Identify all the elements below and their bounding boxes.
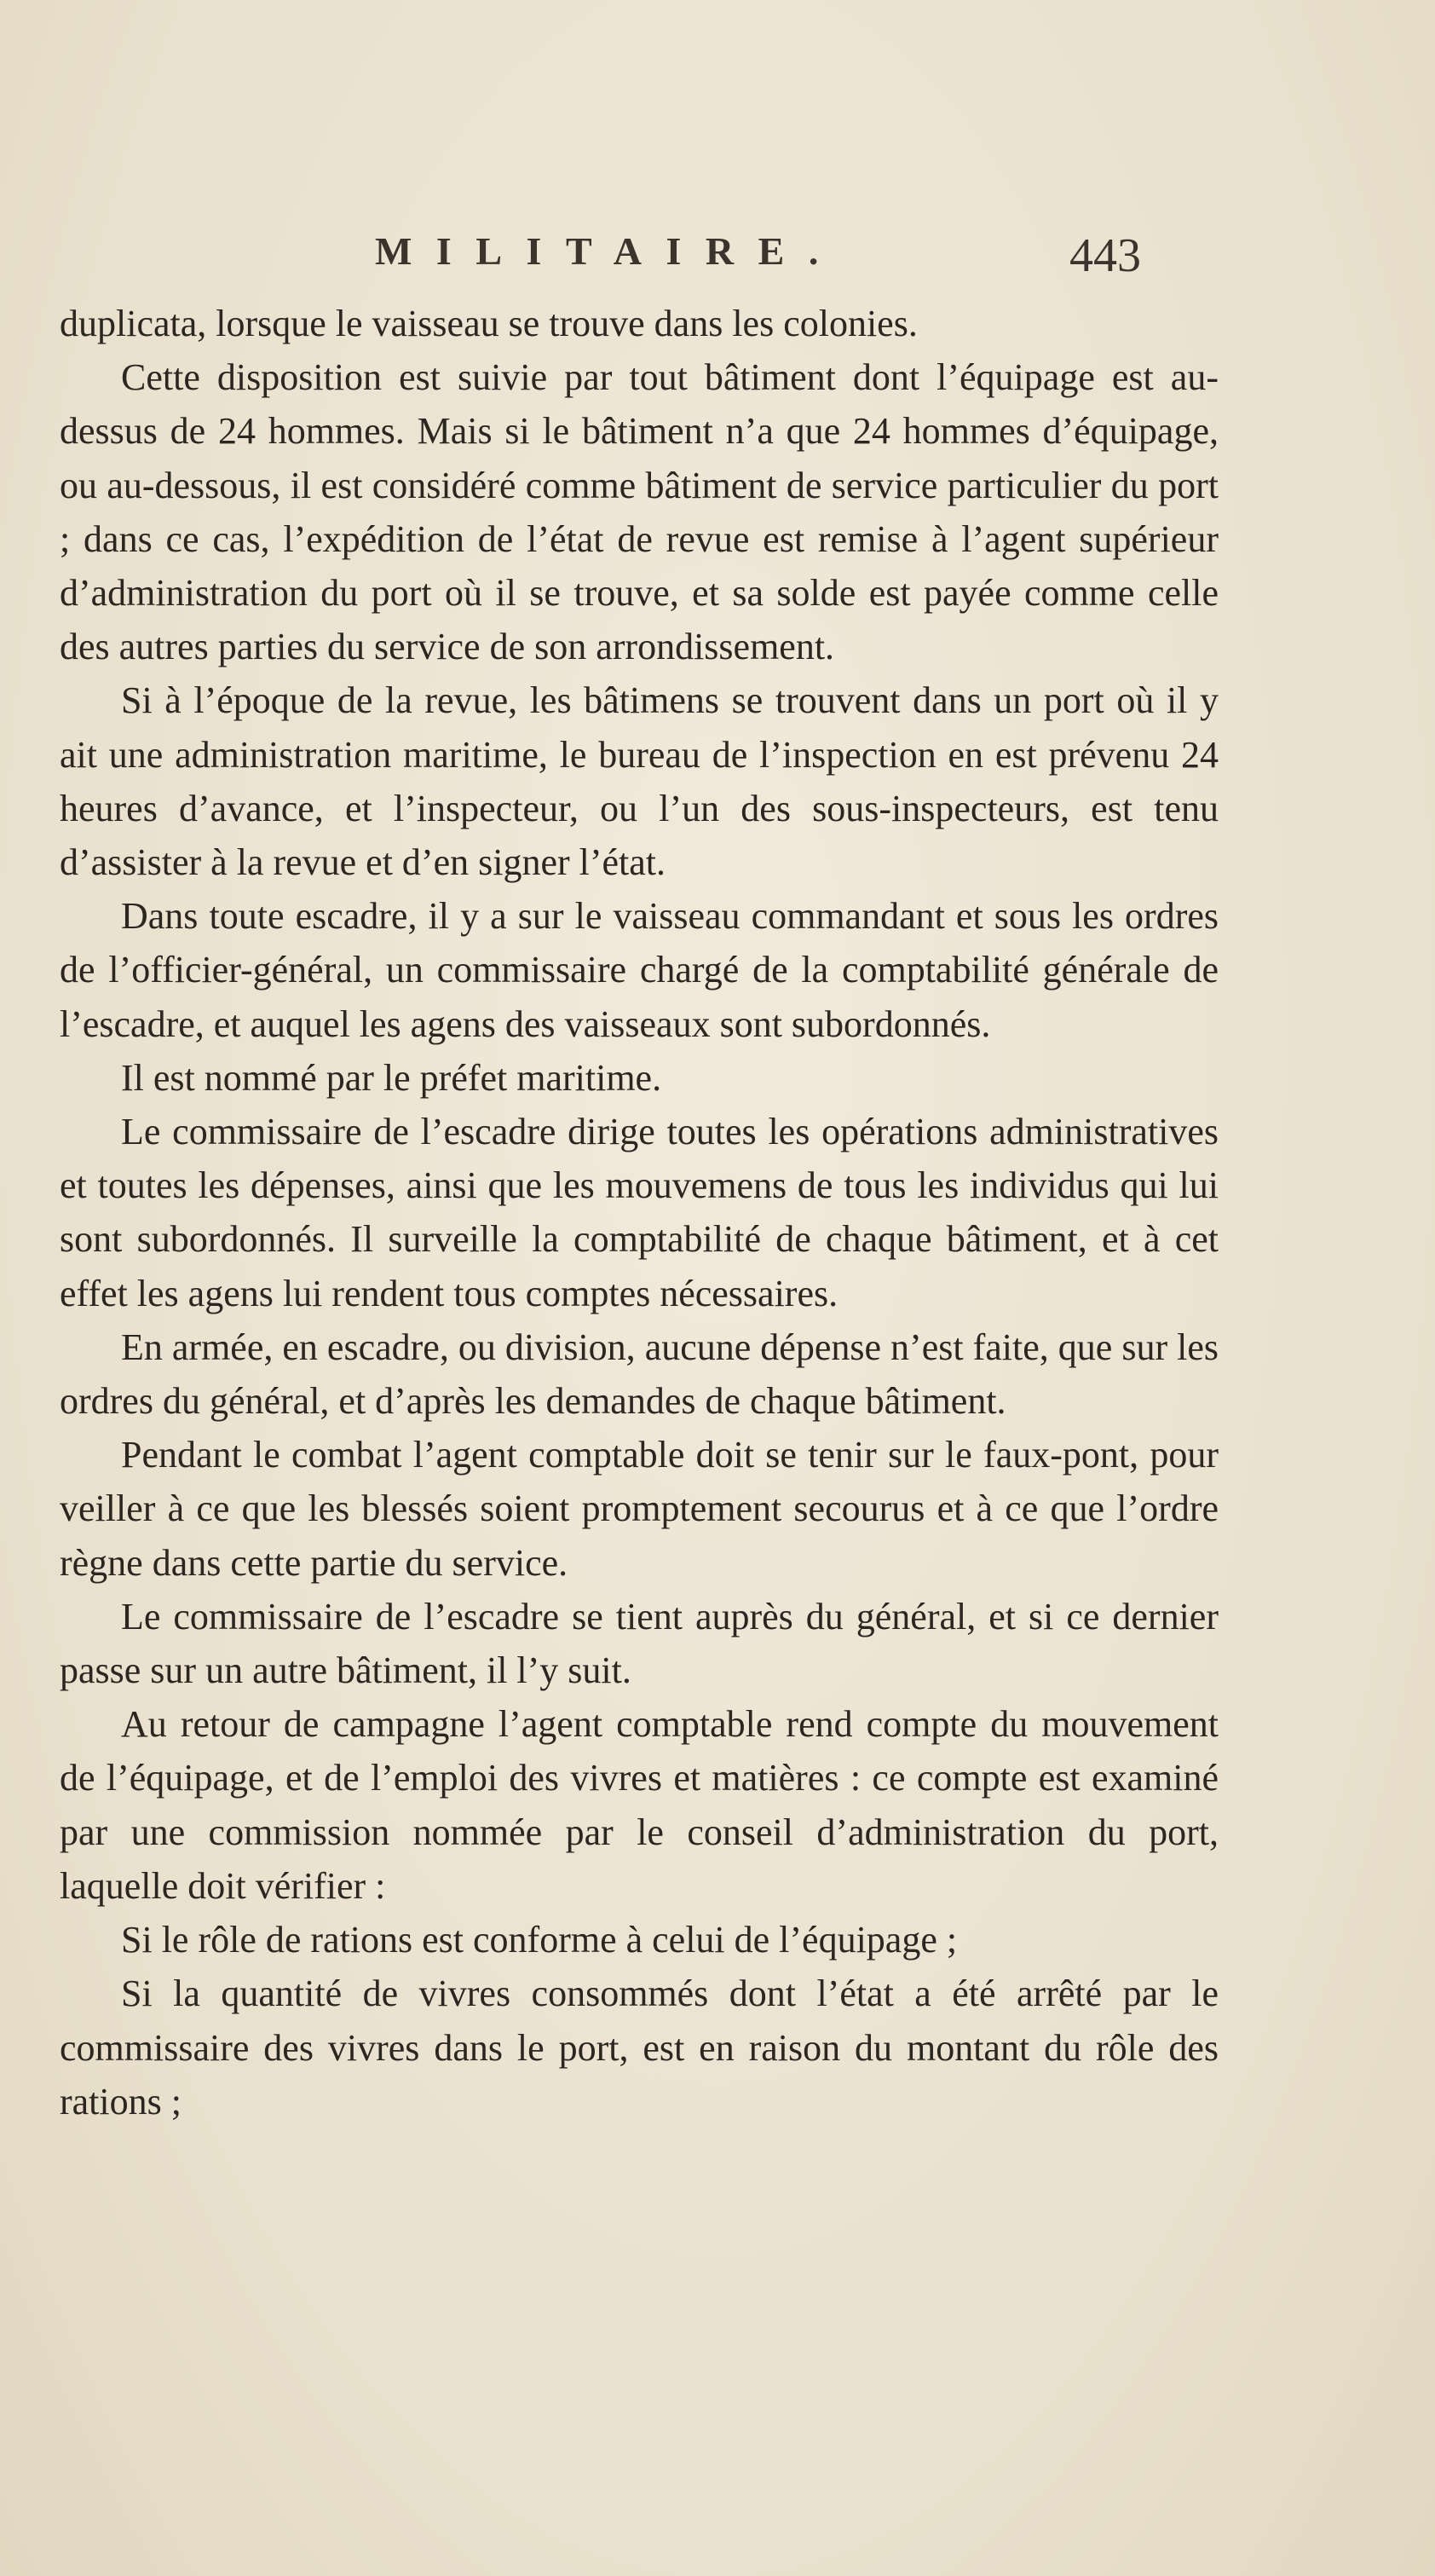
paragraph: Si à l’époque de la revue, les bâtimens se trouvent dans un port où il y ait une administration maritime, le bureau de l’inspection en est prévenu 24 heures d’avance, et l’inspecteur, ou l’un des sous-inspecteurs, est tenu d’assister à la revue et d’en signer l’état. xyxy=(60,679,1219,884)
paragraph: Dans toute escadre, il y a sur le vaisseau commandant et sous les ordres de l’officier-général, un commissaire chargé de la comptabilité générale de l’escadre, et auquel les agens des vaisseaux sont subordonnés. xyxy=(60,895,1219,1045)
running-head: MILITAIRE. xyxy=(375,229,843,273)
paragraph: Cette disposition est suivie par tout bâtiment dont l’équipage est au-dessus de 24 hommes. Mais si le bâtiment n’a que 24 hommes d’équipage, ou au-dessous, il est considéré comme bâtiment de service particulier du port ; dans ce cas, l’expédition de l’état de revue est remise à l’agent supérieur d’administration du port où il se trouve, et sa solde est payée comme celle des autres parties du service de son arrondissement. xyxy=(60,356,1219,668)
paragraph: Le commissaire de l’escadre se tient auprès du général, et si ce dernier passe sur un autre bâtiment, il l’y suit. xyxy=(60,1595,1219,1692)
paragraph: Le commissaire de l’escadre dirige toutes les opérations administratives et toutes les dépenses, ainsi que les mouvemens de tous les individus qui lui sont subordonnés. Il surveille la comptabilité de chaque bâtiment, et à cet effet les agens lui rendent tous comptes nécessaires. xyxy=(60,1111,1219,1314)
paragraph: Si le rôle de rations est conforme à celui de l’équipage ; xyxy=(121,1919,958,1961)
page-number: 443 xyxy=(1069,229,1141,282)
paragraph: Si la quantité de vivres consommés dont l’état a été arrêté par le commissaire des vivres dans le port, est en raison du montant du rôle des rations ; xyxy=(60,1972,1219,2123)
paragraph: Pendant le combat l’agent comptable doit se tenir sur le faux-pont, pour veiller à ce que les blessés soient promptement secourus et à ce que l’ordre règne dans cette partie du service. xyxy=(60,1434,1219,1584)
paragraph: Il est nommé par le préfet maritime. xyxy=(121,1056,662,1099)
body-text xyxy=(60,297,1219,2128)
paragraph: En armée, en escadre, ou division, aucune dépense n’est faite, que sur les ordres du général, et d’après les demandes de chaque bâtiment. xyxy=(60,1326,1219,1423)
paragraph: Au retour de campagne l’agent comptable rend compte du mouvement de l’équipage, et de l’emploi des vivres et matières : ce compte est examiné par une commission nommée par le conseil d’administration du port, laquelle doit vérifier : xyxy=(60,1703,1219,1907)
page-header xyxy=(0,228,1435,297)
paragraph: duplicata, lorsque le vaisseau se trouve dans les colonies. xyxy=(60,303,918,344)
